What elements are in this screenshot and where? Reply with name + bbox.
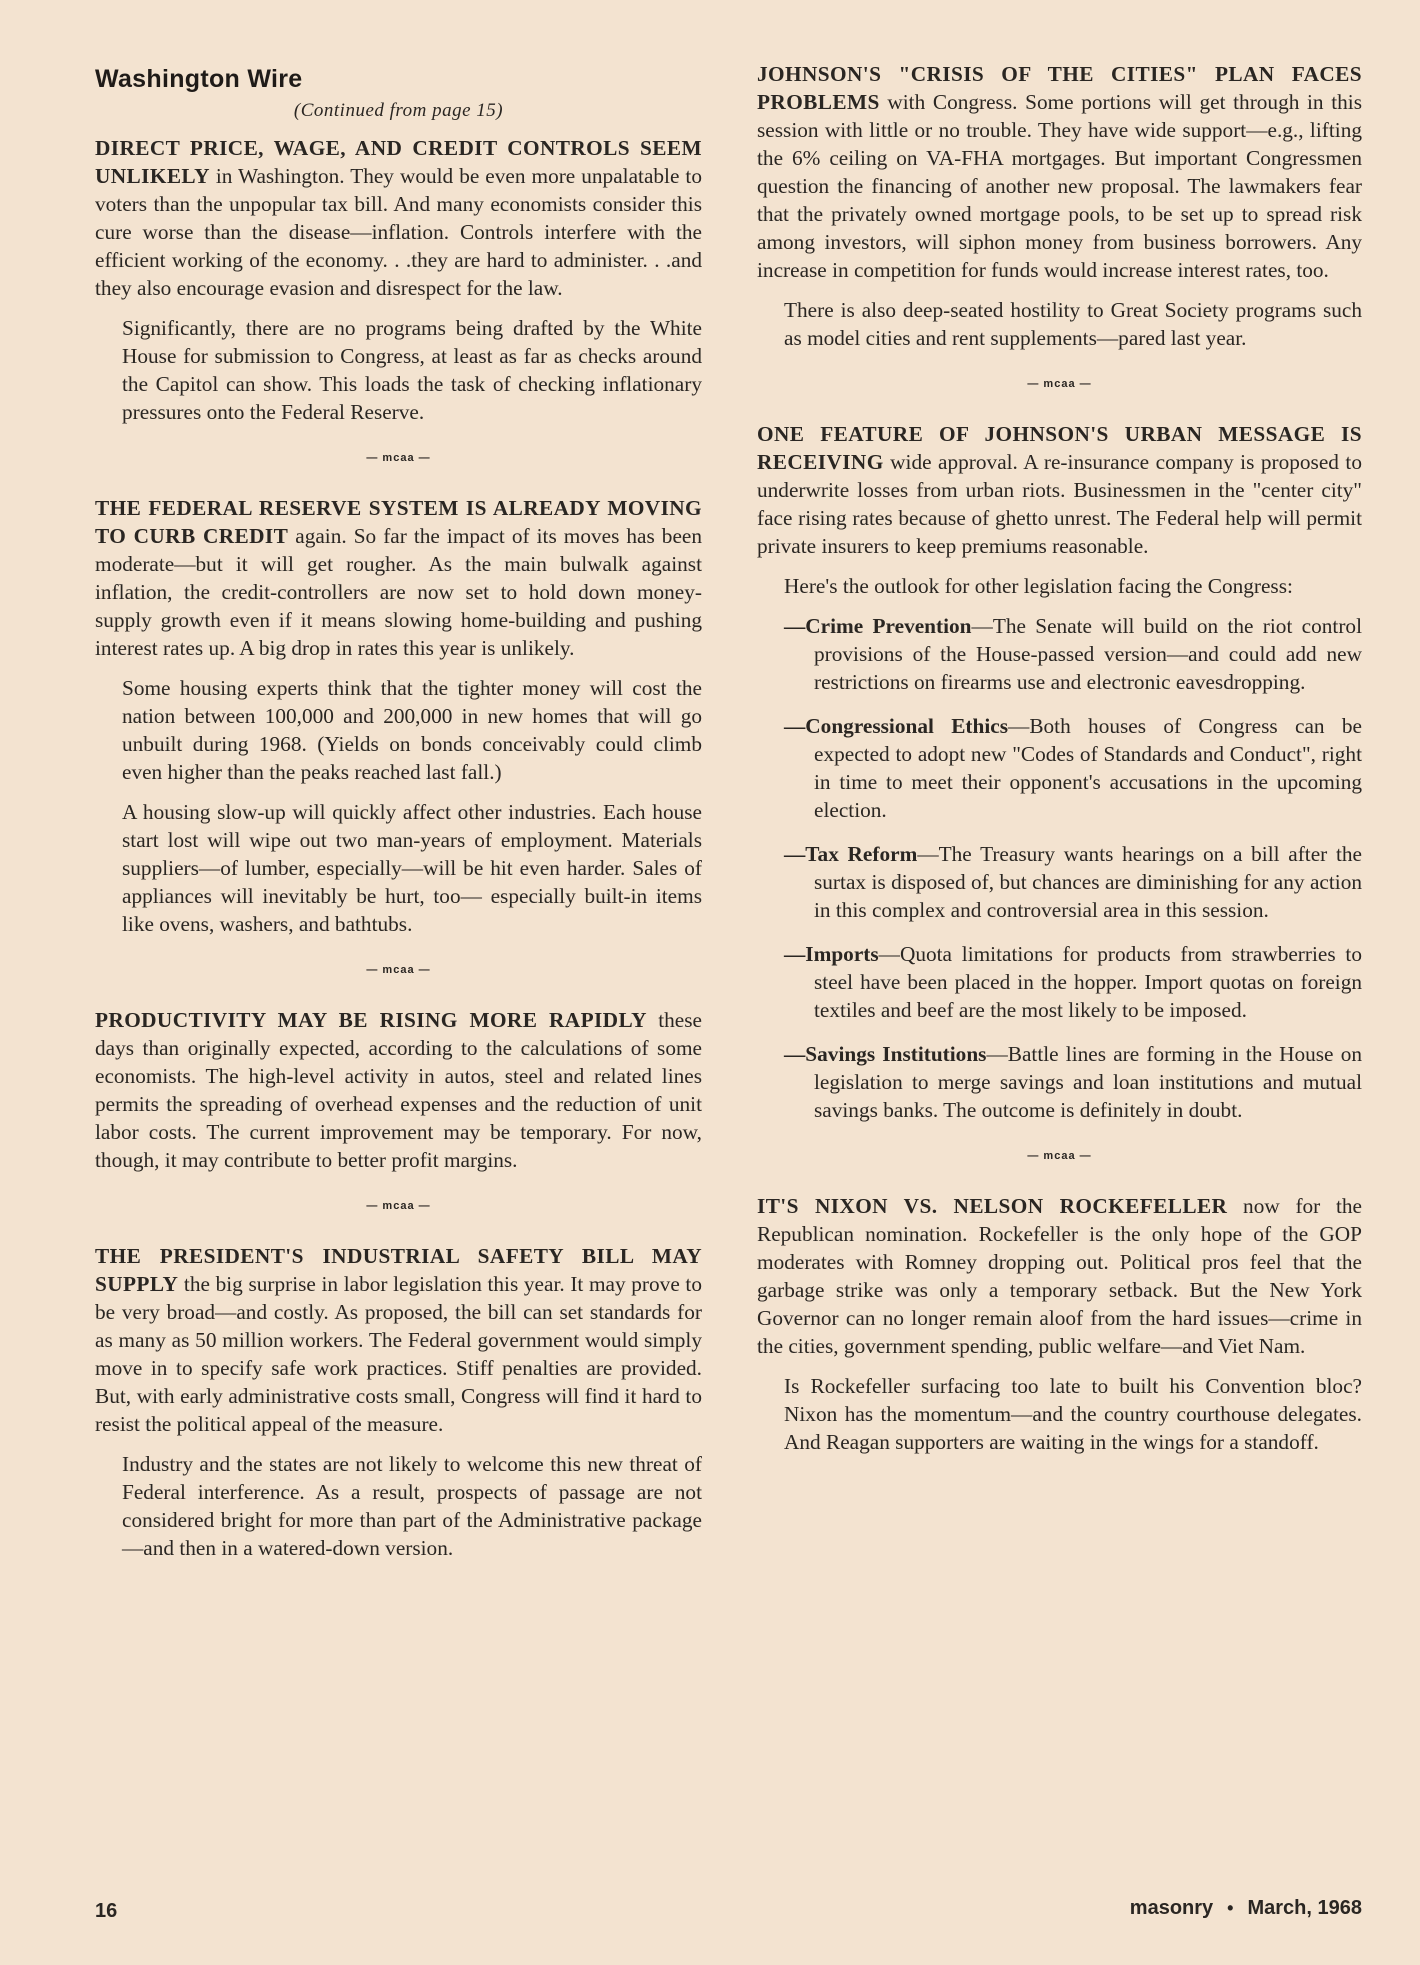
bullet-icon: • <box>1227 1898 1234 1918</box>
paragraph: A housing slow-up will quickly affect other industries. Each house start lost will wipe out two man-years of employment. Materials suppliers—of lumber, especially—will be hit even harder. Sales of appliances will inevitably be hurt, too— especially built-in items like ovens, washers, and bathtubs. <box>122 800 702 936</box>
item-text: —Quota limitations for products from strawberries to steel have been placed in the hopper. Import quotas on foreign textiles and beef are the most likely to be imposed. <box>814 942 1362 1022</box>
body-text: now for the Republican nomination. Rockefeller is the only hope of the GOP moderates with Romney dropping out. Political pros feel that the garbage strike was only a temporary setback. But the New York Governor can no longer remain aloof from the hard issues—crime in the cities, government spending, public welfare—and Viet Nam. <box>757 1194 1363 1358</box>
item-label: —Imports <box>784 942 879 966</box>
article-price-controls-lead <box>95 134 702 302</box>
paragraph: Some housing experts think that the tighter money will cost the nation between 100,000 and 200,000 in new homes that will go unbuilt during 1968. (Yields on bonds conceivably could climb even higher than the peaks reached last fall.) <box>122 676 702 784</box>
item-label: —Tax Reform <box>784 842 918 866</box>
body-text: these days than originally expected, according to the calculations of some economists. The high-level activity in autos, steel and related lines permits the spreading of overhead expenses and the reduction of unit labor costs. The current improvement may be temporary. For now, though, it may contribute to better profit margins. <box>95 1008 702 1172</box>
item-label: —Congressional Ethics <box>784 714 1009 738</box>
legislation-item-savings <box>784 1040 1362 1124</box>
item-text: —The Senate will build on the riot control provisions of the House-passed version—and could add new restrictions on firearms use and electronic eavesdropping. <box>814 614 1362 694</box>
article-federal-reserve-lead <box>95 494 702 662</box>
mcaa-divider: — mcaa — <box>366 964 431 976</box>
body-text: with Congress. Some portions will get through in this session with little or no trouble. They have wide support—e.g., lifting the 6% ceiling on VA-FHA mortgages. But important Congressmen question the financing of another new proposal. The lawmakers fear that the privately owned mortgage pools, to be set up to spread risk among investors, will siphon money from business borrowers. Any increase in competition for funds would increase interest rates, too. <box>757 90 1362 282</box>
page-number: 16 <box>95 1900 118 1922</box>
magazine-name: masonry <box>1129 1897 1214 1919</box>
legislation-item-imports <box>784 940 1362 1024</box>
footer-masthead <box>1130 1897 1362 1920</box>
paragraph: Significantly, there are no programs being drafted by the White House for submission to Congress, at least as far as checks around the Capitol can show. This loads the task of checking inflationary pressures onto the Federal Reserve. <box>122 316 702 424</box>
headline: IT'S NIXON VS. NELSON ROCKEFELLER <box>757 1194 1228 1218</box>
item-label: —Savings Institutions <box>784 1042 987 1066</box>
article-urban-message-lead <box>757 420 1362 560</box>
paragraph: Industry and the states are not likely to welcome this new threat of Federal interference. As a result, prospects of passage are not considered bright for more than part of the Administrative package—and then in a watered-down version. <box>122 1452 702 1560</box>
left-column <box>95 65 702 1574</box>
headline: THE PRESIDENT'S INDUSTRIAL SAFETY BILL MAY SUPPLY <box>95 1244 702 1296</box>
mcaa-divider: — mcaa — <box>366 1200 431 1212</box>
issue-date: March, 1968 <box>1247 1897 1362 1919</box>
item-text: —Battle lines are forming in the House on legislation to merge savings and loan institutions and mutual savings banks. The outcome is definitely in doubt. <box>814 1042 1362 1122</box>
mcaa-divider: — mcaa — <box>1027 378 1092 390</box>
paragraph: Is Rockefeller surfacing too late to built his Convention bloc? Nixon has the momentum—and the country courthouse delegates. And Reagan supporters are waiting in the wings for a standoff. <box>784 1374 1362 1454</box>
legislation-item-crime <box>784 612 1362 696</box>
body-text: wide approval. A re-insurance company is proposed to underwrite losses from urban riots. Businessmen in the "center city" face rising rates because of ghetto unrest. The Federal help will permit private insurers to keep premiums reasonable. <box>757 450 1362 558</box>
headline: ONE FEATURE OF JOHNSON'S URBAN MESSAGE IS RECEIVING <box>757 422 1362 474</box>
item-text: —The Treasury wants hearings on a bill after the surtax is disposed of, but chances are diminishing for any action in this complex and controversial area in this session. <box>814 842 1362 922</box>
legislation-item-tax <box>784 840 1362 924</box>
section-title: Washington Wire <box>95 65 303 93</box>
headline: JOHNSON'S "CRISIS OF THE CITIES" PLAN FACES PROBLEMS <box>757 62 1362 114</box>
legislation-item-ethics <box>784 712 1362 824</box>
item-label: —Crime Prevention <box>784 614 972 638</box>
paragraph: There is also deep-seated hostility to Great Society programs such as model cities and rent supplements—pared last year. <box>784 298 1362 350</box>
body-text: again. So far the impact of its moves has been moderate—but it will get rougher. As the main bulwalk against inflation, the credit-controllers are now set to hold down money-supply growth even if it means slowing home-building and pushing interest rates up. A big drop in rates this year is unlikely. <box>95 524 703 660</box>
body-text: in Washington. They would be even more unpalatable to voters than the unpopular tax bill. And many economists consider this cure worse than the disease—inflation. Controls interfere with the efficient working of the economy. . .they are hard to administer. . .and they also encourage evasion and disrespect for the law. <box>95 164 702 300</box>
body-text: the big surprise in labor legislation this year. It may prove to be very broad—and costly. As proposed, the bill can set standards for as many as 50 million workers. The Federal government would simply move in to specify safe work practices. Stiff penalties are provided. But, with early administrative costs small, Congress will find it hard to resist the political appeal of the measure. <box>95 1272 702 1436</box>
headline: DIRECT PRICE, WAGE, AND CREDIT CONTROLS SEEM UNLIKELY <box>95 136 702 188</box>
right-column <box>757 60 1362 1468</box>
paragraph: Here's the outlook for other legislation facing the Congress: <box>784 574 1293 598</box>
article-safety-bill-lead <box>95 1242 702 1438</box>
continued-note: (Continued from page 15) <box>293 100 504 121</box>
article-cities-plan-lead <box>757 60 1362 284</box>
item-text: —Both houses of Congress can be expected to adopt new "Codes of Standards and Conduct", right in time to meet their opponent's accusations in the upcoming election. <box>814 714 1362 822</box>
article-nixon-rockefeller-lead <box>757 1192 1362 1360</box>
headline: THE FEDERAL RESERVE SYSTEM IS ALREADY MOVING TO CURB CREDIT <box>95 496 702 548</box>
article-productivity-lead <box>95 1006 702 1174</box>
mcaa-divider: — mcaa — <box>1027 1150 1092 1162</box>
headline: PRODUCTIVITY MAY BE RISING MORE RAPIDLY <box>95 1008 647 1032</box>
mcaa-divider: — mcaa — <box>366 452 431 464</box>
